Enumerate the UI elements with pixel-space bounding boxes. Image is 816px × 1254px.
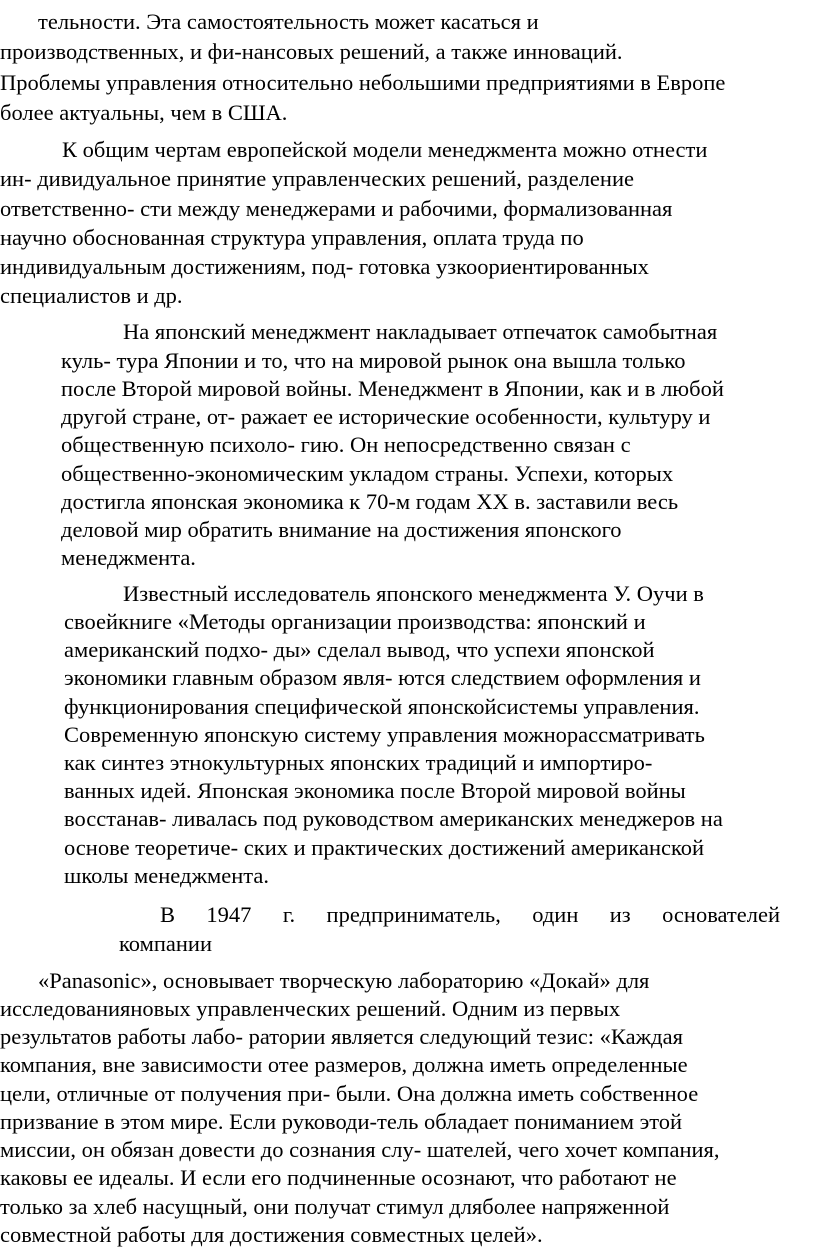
text-line: призвание в этом мире. Если руководи-тель обладает пониманием этой: [0, 1109, 683, 1134]
text-line: после Второй мировой войны. Менеджмент в Японии, как и в любой: [61, 376, 724, 401]
text-line: своейкниге «Методы организации производства: японский и: [64, 609, 646, 634]
text-line: школы менеджмента.: [64, 863, 269, 888]
text-line: Проблемы управления относительно небольшими предприятиями в Европе: [0, 70, 726, 95]
text-line: компании: [119, 931, 212, 956]
text-line: общественную психоло- гию. Он непосредственно связан с: [61, 432, 631, 457]
text-line: производственных, и фи-нансовых решений, а также инноваций.: [0, 39, 623, 64]
text-line: тельности. Эта самостоятельность может касаться и: [38, 9, 539, 34]
text-line: каковы ее идеалы. И если его подчиненные осознают, что работают не: [0, 1165, 677, 1190]
text-line: деловой мир обратить внимание на достижения японского: [61, 517, 622, 542]
text-line: восстанав- ливалась под руководством американских менеджеров на: [64, 806, 723, 831]
text-line: результатов работы лабо- ратории является следующий тезис: «Каждая: [0, 1024, 683, 1049]
text-line: цели, отличные от получения при- были. Она должна иметь собственное: [0, 1081, 699, 1106]
text-line: специалистов и др.: [0, 283, 183, 308]
text-line: ин- дивидуальное принятие управленческих решений, разделение: [0, 166, 634, 191]
text-line: другой стране, от- ражает ее исторические особенности, культуру и: [61, 404, 711, 429]
text-line: функционирования специфической японскойсистемы управления.: [64, 694, 700, 719]
text-line: только за хлеб насущный, они получат стимул дляболее напряженной: [0, 1194, 670, 1219]
text-line-justified: В 1947 г. предприниматель, один из основателей: [160, 902, 780, 927]
text-line: К общим чертам европейской модели менеджмента можно отнести: [62, 137, 708, 162]
text-line: миссии, он обязан довести до сознания слу- шателей, чего хочет компания,: [0, 1137, 720, 1162]
text-line: компания, вне зависимости отее размеров, должна иметь определенные: [0, 1052, 688, 1077]
text-line: На японский менеджмент накладывает отпечаток самобытная: [123, 319, 718, 344]
text-line: научно обоснованная структура управления, оплата труда по: [0, 225, 584, 250]
text-line: индивидуальным достижениям, под- готовка узкоориентированных: [0, 254, 649, 279]
text-line: исследованияновых управленческих решений. Одним из первых: [0, 996, 621, 1021]
text-line: менеджмента.: [61, 545, 196, 570]
text-line: Известный исследователь японского менеджмента У. Оучи в: [123, 581, 704, 606]
text-line: общественно-экономическим укладом страны. Успехи, которых: [61, 461, 674, 486]
text-line: куль- тура Японии и то, что на мировой рынок она вышла только: [61, 348, 686, 373]
text-line: как синтез этнокультурных японских традиций и импортиро-: [64, 750, 653, 775]
text-line: совместной работы для достижения совместных целей».: [0, 1222, 543, 1247]
text-line: основе теоретиче- ских и практических достижений американской: [64, 835, 705, 860]
text-line: американский подхо- ды» сделал вывод, что успехи японской: [64, 637, 655, 662]
text-line: ответственно- сти между менеджерами и рабочими, формализованная: [0, 196, 673, 221]
text-line: достигла японская экономика к 70-м годам XX в. заставили весь: [61, 489, 679, 514]
text-line: Современную японскую систему управления можнорассматривать: [64, 722, 705, 747]
text-line: более актуальны, чем в США.: [0, 100, 288, 125]
text-line: ванных идей. Японская экономика после Второй мировой войны: [64, 778, 686, 803]
text-line: «Panasonic», основывает творческую лабораторию «Докай» для: [38, 968, 650, 993]
text-line: экономики главным образом явля- ются следствием оформления и: [64, 665, 701, 690]
